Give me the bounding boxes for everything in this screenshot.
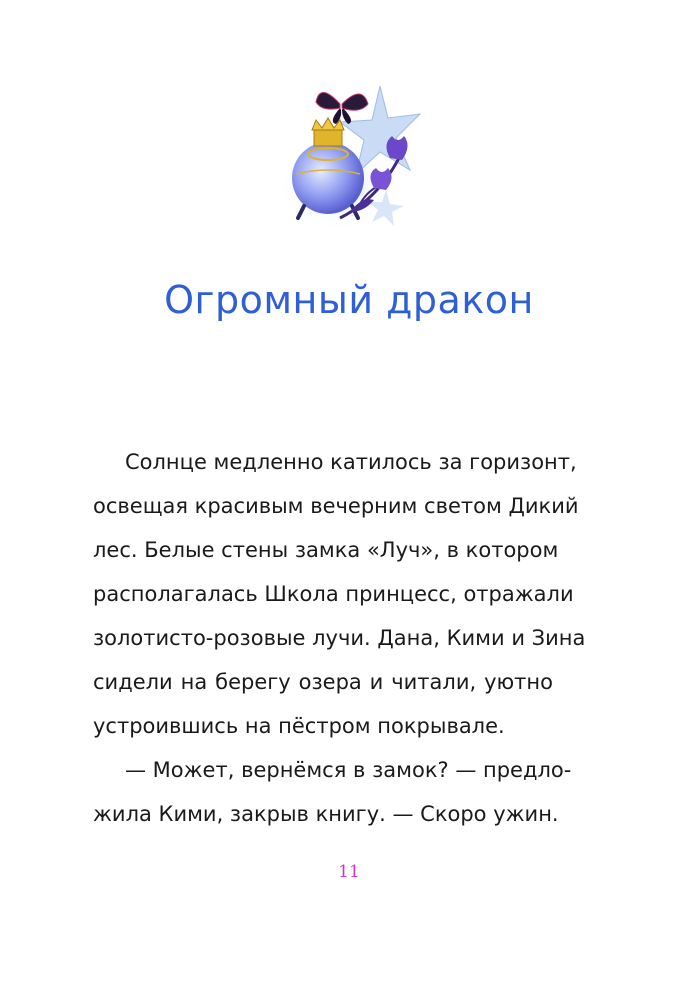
text-line: освещая красивым вечерним светом Дикий xyxy=(93,494,579,518)
perfume-bottle-svg xyxy=(270,78,430,238)
text-line: лес. Белые стены замка «Луч», в котором xyxy=(93,538,559,562)
text-line: золотисто-розовые лучи. Дана, Кими и Зина xyxy=(93,626,586,650)
chapter-text xyxy=(93,440,586,836)
text-line: Солнце медленно катилось за горизонт, xyxy=(125,450,577,474)
text-line: устроившись на пёстром покрывале. xyxy=(93,714,505,738)
page-number: 11 xyxy=(338,862,360,882)
text-line: жила Кими, закрыв книгу. — Скоро ужин. xyxy=(93,802,559,826)
text-line: располагалась Школа принцесс, отражали xyxy=(93,582,574,606)
chapter-title: Огромный дракон xyxy=(164,278,534,322)
perfume-bottle-illustration-icon xyxy=(270,78,430,238)
text-line: сидели на берегу озера и читали, уютно xyxy=(93,670,553,694)
text-line: — Может, вернёмся в замок? — предло- xyxy=(125,758,572,782)
